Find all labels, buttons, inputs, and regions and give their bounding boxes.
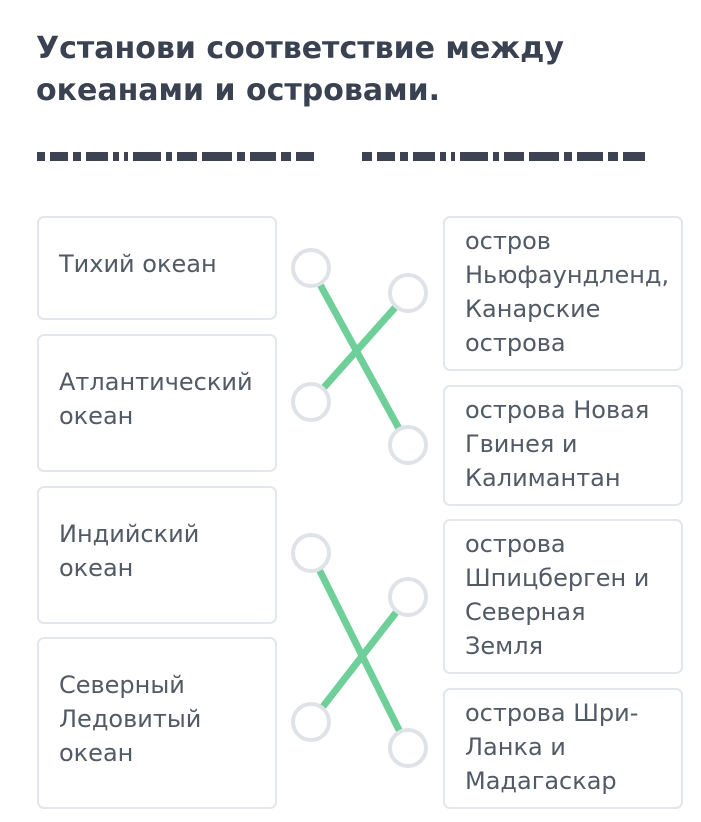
match-link-line — [311, 293, 408, 402]
left-card-label: Тихий океан — [59, 250, 217, 278]
right-connector-2[interactable] — [390, 579, 426, 615]
right-connector-0[interactable] — [390, 275, 426, 311]
right-connector-3[interactable] — [390, 730, 426, 766]
match-link-line — [311, 597, 408, 722]
question-title: Установи соответствие между океанами и островами. — [36, 31, 564, 108]
right-card-label: острова Шри-Ланка и Мадагаскар — [465, 698, 639, 795]
right-card-label: остров Ньюфаундленд, Канарские острова — [465, 226, 670, 357]
right-card-label: острова Новая Гвинея и Калимантан — [465, 395, 650, 492]
left-connector-1[interactable] — [293, 384, 329, 420]
left-card-label: Северный Ледовитый океан — [59, 671, 202, 767]
right-card-label: острова Шпицберген и Северная Земля — [465, 529, 650, 660]
left-connector-3[interactable] — [293, 704, 329, 740]
left-card-label: Индийский океан — [59, 520, 200, 582]
right-connector-1[interactable] — [390, 427, 426, 463]
left-connector-2[interactable] — [293, 535, 329, 571]
left-connector-0[interactable] — [293, 250, 329, 286]
left-card-label: Атлантический океан — [59, 368, 253, 430]
